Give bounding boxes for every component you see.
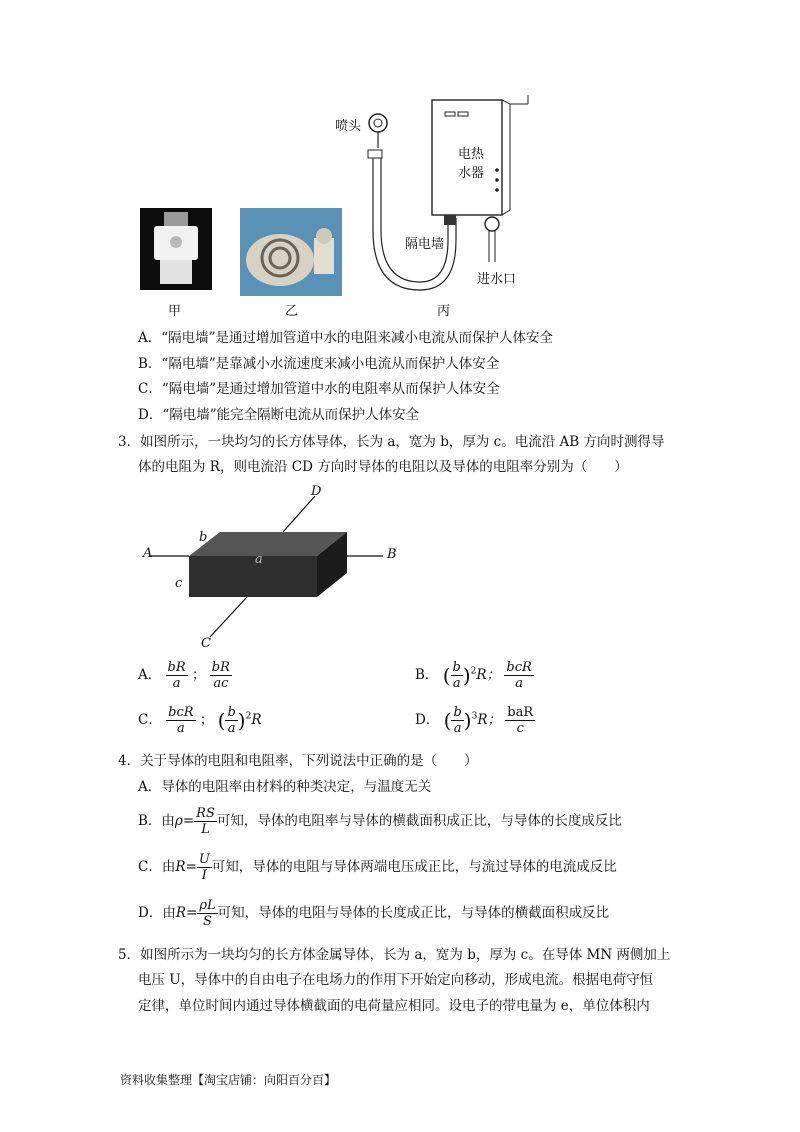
label-point-d: D bbox=[311, 484, 322, 499]
fraction: $\frac{\text{bcR}}{a}$ bbox=[168, 705, 194, 736]
fraction: $\frac{b}{a}$ bbox=[453, 705, 462, 736]
q5-line3: 定律，单位时间内通过导体横截面的电荷量应相同。设电子的带电量为 e，单位体积内 bbox=[138, 998, 650, 1014]
label-point-c: C bbox=[201, 636, 211, 651]
label-thickness-c: c bbox=[175, 576, 183, 591]
fraction: $\frac{bR}{a}$ bbox=[167, 660, 186, 691]
fraction: $\frac{bR}{ac}$ bbox=[211, 660, 230, 691]
label-heater-2: 水器 bbox=[458, 166, 485, 181]
fraction: $\frac{RS}{L}$ bbox=[196, 806, 215, 837]
label-point-a: A bbox=[143, 546, 153, 561]
photo-jia bbox=[140, 208, 212, 290]
label-jia: 甲 bbox=[168, 304, 182, 319]
label-point-b: B bbox=[387, 547, 397, 562]
q3-option-d: D． ( $\frac{b}{a}$ )$^3$R； $\frac{\text{baR}}{c}$ bbox=[415, 705, 534, 736]
q4-option-b: B．由ρ= $\frac{RS}{L}$ 可知，导体的电阻率与导体的横截面积成正比，与导体的长度成反比 bbox=[138, 806, 622, 837]
q5-line1: 5．如图所示为一块均匀的长方体金属导体，长为 a，宽为 b，厚为 c。在导体 MN 两侧加上 bbox=[118, 947, 671, 963]
q2-option-b: B．“隔电墙”是靠减小水流速度来减小电流从而保护人体安全 bbox=[138, 356, 500, 372]
q3-option-c: C． $\frac{\text{bcR}}{a}$ ； ( $\frac{b}{a}$ )$^2$R bbox=[138, 705, 262, 736]
fraction: $\frac{b}{a}$ bbox=[452, 660, 461, 691]
q3-stem-line2: 体的电阻为 R，则电流沿 CD 方向时导体的电阻以及导体的电阻率分别为（ ） bbox=[138, 459, 628, 475]
q4-option-d: D．由R= $\frac{\rho L}{S}$ 可知，导体的电阻与导体的长度成正比，与导体的横截面积成反比 bbox=[138, 898, 610, 929]
fraction: $\frac{\rho L}{S}$ bbox=[199, 898, 216, 929]
fraction: $\frac{b}{a}$ bbox=[227, 705, 236, 736]
q4-option-c: C．由R= $\frac{U}{I}$ 可知，导体的电阻与导体两端电压成正比，与流过导体的电流成反比 bbox=[138, 852, 617, 883]
label-width-b: b bbox=[199, 530, 208, 545]
figure-cuboid bbox=[135, 480, 405, 655]
q5-line2: 电压 U，导体中的自由电子在电场力的作用下开始定向移动，形成电流。根据电荷守恒 bbox=[138, 972, 654, 988]
label-wall: 隔电墙 bbox=[405, 237, 445, 252]
diagram-bing bbox=[330, 90, 555, 300]
label-bing: 丙 bbox=[437, 304, 451, 319]
cuboid-drawing bbox=[135, 480, 405, 655]
label-yi: 乙 bbox=[285, 304, 299, 319]
label-heater-1: 电热 bbox=[458, 147, 485, 162]
label-length-a: a bbox=[255, 552, 263, 567]
q4-option-a: A．导体的电阻率由材料的种类决定，与温度无关 bbox=[138, 779, 432, 795]
q4-stem: 4．关于导体的电阻和电阻率，下列说法中正确的是（ ） bbox=[118, 753, 478, 769]
q2-option-a: A．“隔电墙”是通过增加管道中水的电阻来减小电流从而保护人体安全 bbox=[138, 330, 554, 346]
fraction: $\frac{U}{I}$ bbox=[198, 852, 210, 883]
label-inlet: 进水口 bbox=[477, 272, 517, 287]
q3-option-a: A． $\frac{bR}{a}$ ； $\frac{bR}{ac}$ bbox=[138, 660, 230, 691]
q2-option-c: C．“隔电墙”是通过增加管道中水的电阻率从而保护人体安全 bbox=[138, 381, 500, 397]
fraction: $\frac{\text{bcR}}{a}$ bbox=[506, 660, 532, 691]
label-nozzle: 喷头 bbox=[335, 119, 362, 134]
fraction: $\frac{\text{baR}}{c}$ bbox=[507, 705, 534, 736]
q3-stem-line1: 3．如图所示，一块均匀的长方体导体，长为 a，宽为 b，厚为 c。电流沿 AB 方向时测得导 bbox=[118, 434, 665, 450]
q3-option-b: B． ( $\frac{b}{a}$ )$^2$R； $\frac{\text{bcR}}{a}$ bbox=[415, 660, 532, 691]
page-footer: 资料收集整理【淘宝店铺：向阳百分百】 bbox=[120, 1073, 337, 1087]
photo-yi bbox=[240, 208, 342, 296]
figure-water-heater bbox=[135, 90, 555, 320]
q2-option-d: D．“隔电墙”能完全隔断电流从而保护人体安全 bbox=[138, 407, 420, 423]
